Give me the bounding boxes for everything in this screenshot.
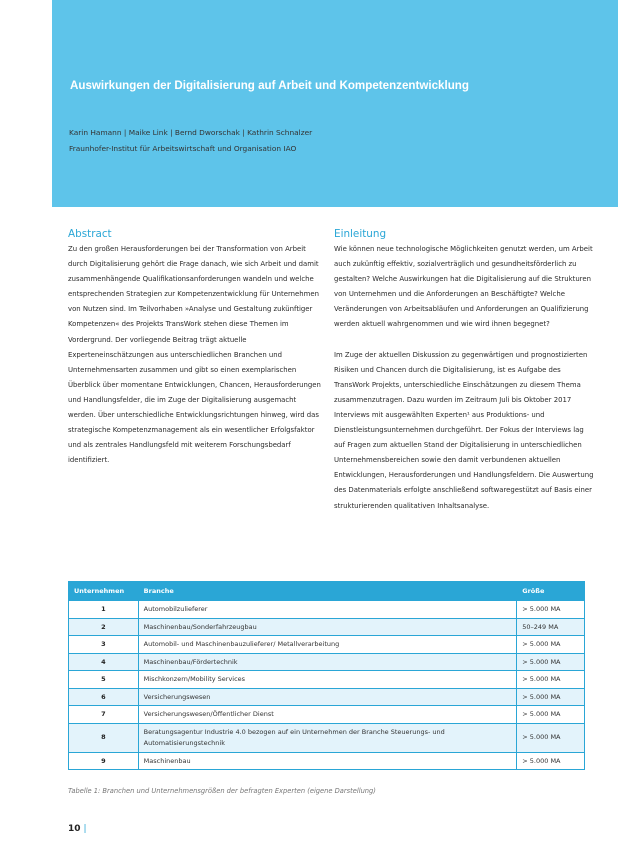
introduction-heading: Einleitung — [334, 228, 387, 240]
table-cell-id: 9 — [69, 752, 139, 770]
table-cell-branche: Automobilzulieferer — [138, 601, 517, 619]
table-header-unternehmen: Unternehmen — [69, 582, 139, 601]
table-cell-groesse: > 5.000 MA — [517, 653, 585, 671]
table-cell-groesse: > 5.000 MA — [517, 752, 585, 770]
table-caption: Tabelle 1: Branchen und Unternehmensgrößen der befragten Experten (eigene Darstellung) — [68, 787, 376, 795]
table-row — [69, 688, 585, 706]
paper-title: Auswirkungen der Digitalisierung auf Arbeit und Kompetenzentwicklung — [70, 79, 469, 92]
page-number-separator: | — [83, 824, 87, 834]
table-cell-branche: Versicherungswesen/Öffentlicher Dienst — [138, 706, 517, 724]
table-cell-groesse: > 5.000 MA — [517, 601, 585, 619]
table-header-row — [69, 582, 585, 601]
table-cell-groesse: > 5.000 MA — [517, 723, 585, 752]
table-row — [69, 723, 585, 752]
table-row — [69, 706, 585, 724]
table-cell-branche: Maschinenbau — [138, 752, 517, 770]
abstract-section — [68, 228, 326, 468]
table-cell-groesse: > 5.000 MA — [517, 671, 585, 689]
author-names: Karin Hamann | Maike Link | Bernd Dworschak | Kathrin Schnalzer — [69, 128, 313, 137]
table-cell-branche: Beratungsagentur Industrie 4.0 bezogen auf ein Unternehmen der Branche Steuerungs- und Automatisierungstechnik — [138, 723, 517, 752]
table-cell-id: 6 — [69, 688, 139, 706]
table-cell-branche: Automobil- und Maschinenbauzulieferer/ Metallverarbeitung — [138, 636, 517, 654]
author-block — [69, 125, 312, 157]
page-number — [68, 824, 87, 834]
table-row — [69, 636, 585, 654]
table-cell-id: 5 — [69, 671, 139, 689]
table-cell-id: 3 — [69, 636, 139, 654]
table-cell-id: 1 — [69, 601, 139, 619]
table-row — [69, 671, 585, 689]
table-cell-groesse: > 5.000 MA — [517, 688, 585, 706]
table-header-branche: Branche — [138, 582, 517, 601]
table-row — [69, 752, 585, 770]
abstract-heading: Abstract — [68, 228, 112, 240]
left-margin — [0, 0, 52, 207]
table-cell-branche: Maschinenbau/Sonderfahrzeugbau — [138, 618, 517, 636]
table-header-groesse: Größe — [517, 582, 585, 601]
table-cell-groesse: 50–249 MA — [517, 618, 585, 636]
table-cell-groesse: > 5.000 MA — [517, 706, 585, 724]
table-cell-id: 7 — [69, 706, 139, 724]
table-cell-groesse: > 5.000 MA — [517, 636, 585, 654]
table-cell-id: 8 — [69, 723, 139, 752]
table-row — [69, 653, 585, 671]
abstract-text: Zu den großen Herausforderungen bei der Transformation von Arbeit durch Digitalisierung gehört die Frage danach, wie sich Arbeit und damit zusammenhängende Qualifikationsanforderungen wandeln und welche entsprechenden Strategien zur Kompetenzentwicklung für Unternehmen von Nutzen sind. Im Teilvorhaben »Analyse und Gestaltung zukünftiger Kompetenzen« des Projekts TransWork stehen diese Themen im Vordergrund. Der vorliegende Beitrag trägt aktuelle Experteneinschätzungen aus unterschiedlichen Branchen und Unternehmensarten zusammen und gibt so einen exemplarischen Überblick über momentane Entwicklungen, Chancen, Herausforderungen und Handlungsfelder, die im Zuge der Digitalisierung ausgemacht werden. Über unterschiedliche Entwicklungsrichtungen hinweg, wird das strategische Kompetenzmanagement als ein wesentlicher Erfolgsfaktor und als zentrales Handlungsfeld mit weiterem Forschungsbedarf identifiziert. — [68, 245, 321, 465]
table-row — [69, 618, 585, 636]
introduction-paragraph-1: Wie können neue technologische Möglichkeiten genutzt werden, um Arbeit auch zukünftig effektiv, sozialverträglich und gesundheitsförderlich zu gestalten? Welche Auswirkungen hat die Digitalisierung auf die Strukturen von Unternehmen und die Anforderungen an Beschäftigte? Welche Veränderungen von Arbeitsabläufen und Anforderungen an Qualifizierung werden aktuell wahrgenommen und wie wird ihnen begegnet? — [334, 245, 593, 329]
introduction-paragraph-2: Im Zuge der aktuellen Diskussion zu gegenwärtigen und prognostizierten Risiken und Chancen durch die Digitalisierung, ist es Aufgabe des TransWork Projekts, unterschiedliche Einschätzungen zu diesem Thema zusammenzutragen. Dazu wurden im Zeitraum Juli bis Oktober 2017 Interviews mit ausgewählten Experten¹ aus Produktions- und Dienstleistungsunternehmen durchgeführt. Der Fokus der Interviews lag auf Fragen zum aktuellen Stand der Digitalisierung in unterschiedlichen Unternehmensbereichen sowie den damit verbundenen aktuellen Entwicklungen, Herausforderungen und Handlungsfeldern. Die Auswertung des Datenmaterials erfolgte anschließend softwaregestützt auf Basis einer strukturierenden qualitativen Inhaltsanalyse. — [334, 350, 594, 510]
table-cell-branche: Maschinenbau/Fördertechnik — [138, 653, 517, 671]
table-row — [69, 601, 585, 619]
page-number-value: 10 — [68, 824, 81, 834]
table-cell-id: 2 — [69, 618, 139, 636]
introduction-section — [334, 228, 596, 514]
author-institute: Fraunhofer-Institut für Arbeitswirtschaft und Organisation IAO — [69, 144, 297, 153]
table-cell-id: 4 — [69, 653, 139, 671]
table-cell-branche: Mischkonzern/Mobility Services — [138, 671, 517, 689]
table-cell-branche: Versicherungswesen — [138, 688, 517, 706]
company-table — [68, 581, 585, 770]
title-banner — [52, 0, 618, 207]
